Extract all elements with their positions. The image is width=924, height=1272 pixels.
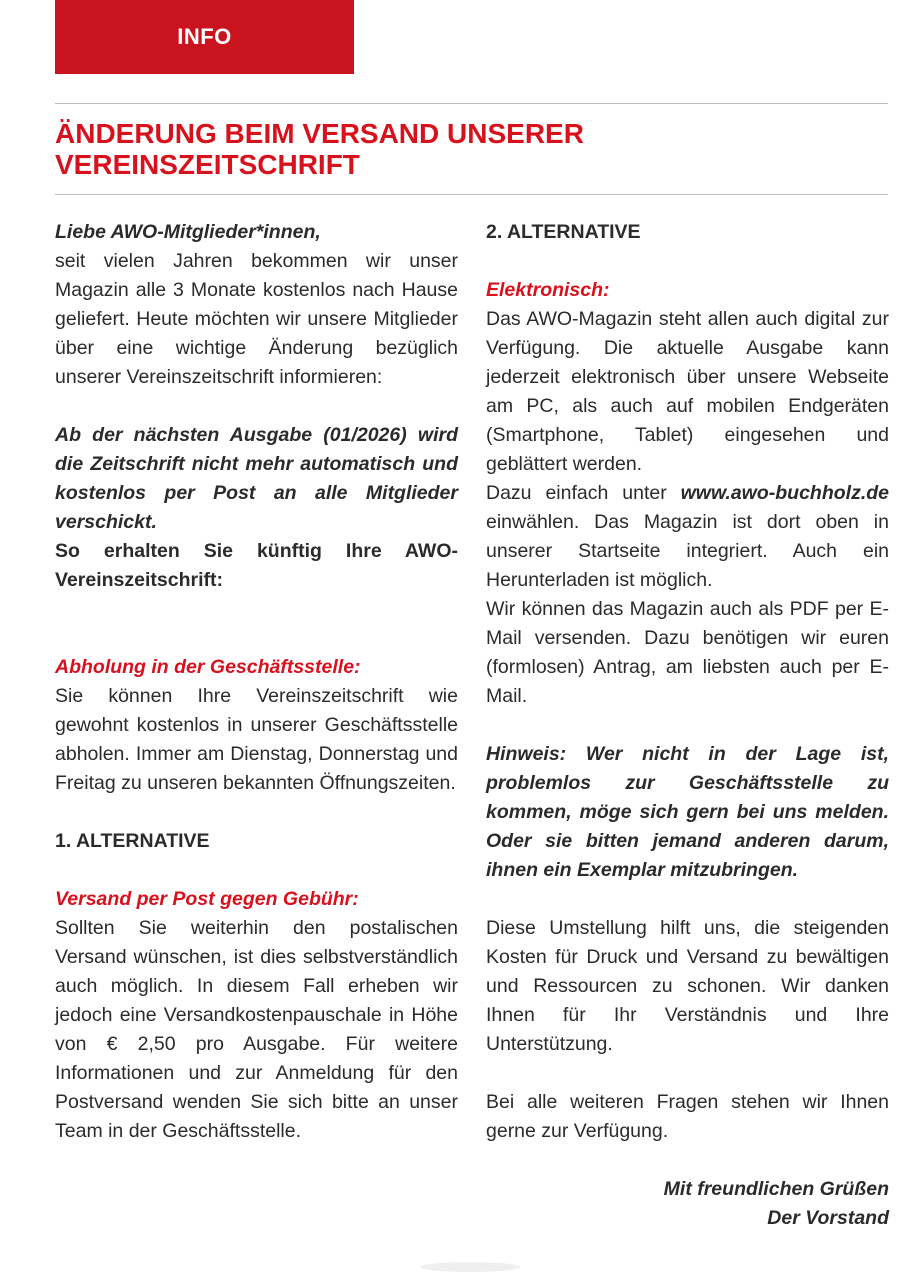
options-lead: So erhalten Sie künftig Ihre AWO-Vereinszeitschrift: xyxy=(55,540,458,591)
pdf-paragraph: Wir können das Magazin auch als PDF per E-Mail versenden. Dazu benötigen wir euren (formlosen) Antrag, am liebsten auch per E-Mail. xyxy=(486,598,889,707)
closing: Mit freundlichen Grüßen xyxy=(663,1178,889,1200)
greeting: Liebe AWO-Mitglieder*innen, xyxy=(55,221,321,243)
intro-paragraph: seit vielen Jahren bekommen wir unser Magazin alle 3 Monate kostenlos nach Hause geliefert. Heute möchten wir unsere Mitglieder über eine wichtige Änderung bezüglich unserer Vereinszeitschrift informieren: xyxy=(55,250,458,388)
hint-paragraph: Hinweis: Wer nicht in der Lage ist, problemlos zur Geschäftsstelle zu kommen, möge sich gern bei uns melden. Oder sie bitten jemand anderen darum, ihnen ein Exemplar mitzubringen. xyxy=(486,743,889,881)
pickup-heading: Abholung in der Geschäftsstelle: xyxy=(55,656,361,678)
page-edge-shadow xyxy=(420,1262,520,1272)
pickup-paragraph: Sie können Ihre Vereinszeitschrift wie gewohnt kostenlos in unserer Geschäftsstelle abholen. Immer am Dienstag, Donnerstag und Freitag zu unseren bekannten Öffnungszeiten. xyxy=(55,685,458,794)
website-link[interactable]: www.awo-buchholz.de xyxy=(680,482,889,504)
change-paragraph: Diese Umstellung hilft uns, die steigenden Kosten für Druck und Versand zu bewältigen und Ressourcen zu schonen. Wir danken Ihnen für Ihr Verständnis und Ihre Unterstützung. xyxy=(486,917,889,1055)
website-post: einwählen. Das Magazin ist dort oben in unserer Startseite integriert. Auch ein Herunterladen ist möglich. xyxy=(486,511,889,591)
right-column xyxy=(486,218,889,1233)
notice-paragraph: Ab der nächsten Ausgabe (01/2026) wird die Zeitschrift nicht mehr automatisch und kostenlos per Post an alle Mitglieder verschickt. xyxy=(55,424,458,533)
signature: Der Vorstand xyxy=(767,1207,889,1229)
alternative-1-subheading: Versand per Post gegen Gebühr: xyxy=(55,888,359,910)
info-tab: INFO xyxy=(55,0,354,74)
alternative-1-heading: 1. ALTERNATIVE xyxy=(55,830,210,852)
website-paragraph xyxy=(486,479,889,595)
left-column xyxy=(55,218,458,1146)
alternative-1-paragraph: Sollten Sie weiterhin den postalischen Versand wünschen, ist dies selbstverständlich auch möglich. In diesem Fall erheben wir jedoch eine Versandkostenpauschale in Höhe von € 2,50 pro Ausgabe. Für weitere Informationen und zur Anmeldung für den Postversand wenden Sie sich bitte an unser Team in der Geschäftsstelle. xyxy=(55,917,458,1142)
alternative-2-paragraph: Das AWO-Magazin steht allen auch digital zur Verfügung. Die aktuelle Ausgabe kann jederzeit elektronisch über unsere Webseite am PC, als auch auf mobilen Endgeräten (Smartphone, Tablet) eingesehen und geblättert werden. xyxy=(486,308,889,475)
alternative-2-subheading: Elektronisch: xyxy=(486,279,610,301)
page-title xyxy=(55,118,888,180)
top-divider xyxy=(55,103,888,104)
website-pre: Dazu einfach unter xyxy=(486,482,681,504)
headline-line-2: VEREINSZEITSCHRIFT xyxy=(55,149,360,180)
questions-paragraph: Bei alle weiteren Fragen stehen wir Ihnen gerne zur Verfügung. xyxy=(486,1091,889,1142)
bottom-divider xyxy=(55,194,888,195)
headline-line-1: ÄNDERUNG BEIM VERSAND UNSERER xyxy=(55,118,584,149)
alternative-2-heading: 2. ALTERNATIVE xyxy=(486,221,641,243)
